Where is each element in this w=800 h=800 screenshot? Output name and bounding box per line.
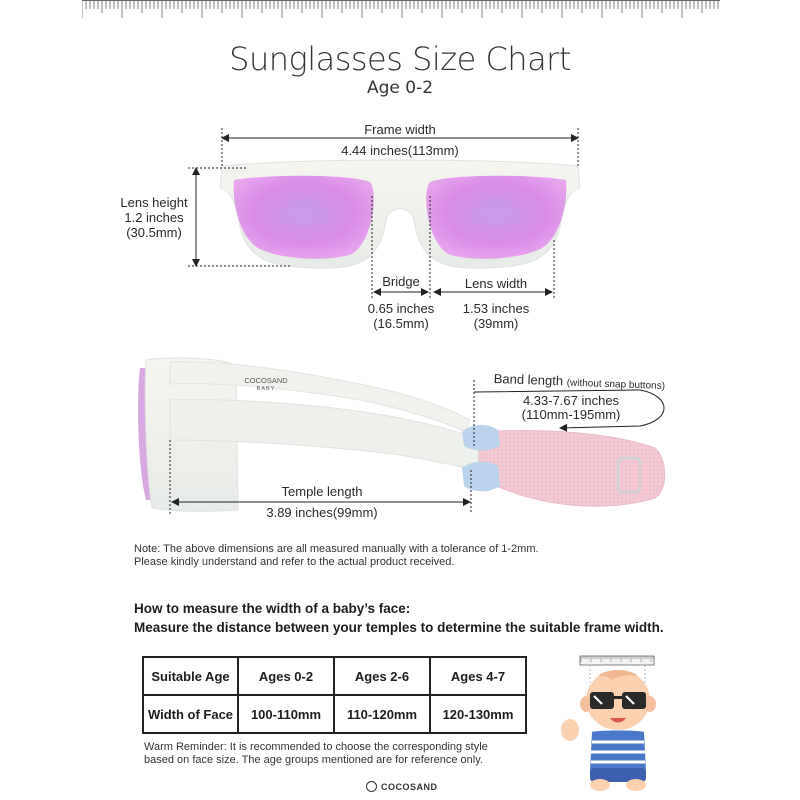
table-cell: Ages 4-7	[430, 657, 526, 695]
front-view-frame	[220, 160, 580, 268]
table-cell: Ages 2-6	[334, 657, 430, 695]
band-length-note: (without snap buttons)	[566, 377, 666, 392]
warm-reminder	[144, 741, 488, 767]
frame-width-value: 4.44 inches(113mm)	[341, 143, 459, 158]
reminder-line2: based on face size. The age groups mentioned are for reference only.	[144, 754, 483, 766]
band-length-inches: 4.33-7.67 inches	[522, 393, 620, 408]
lens-height-mm: (30.5mm)	[126, 225, 182, 240]
note-line2: Please kindly understand and refer to the actual product received.	[134, 556, 455, 568]
table-cell: 120-130mm	[430, 695, 526, 733]
lens-width-mm: (39mm)	[473, 316, 519, 331]
table-cell: Width of Face	[143, 695, 238, 733]
bridge-label: Bridge	[382, 274, 420, 289]
footer-brand-name: COCOSAND	[381, 781, 438, 792]
product-brand-line1: COCOSAND	[244, 376, 288, 385]
band-length-label: Band length	[493, 371, 564, 389]
lens-height-inches: 1.2 inches	[124, 210, 184, 225]
face-size-table	[142, 656, 527, 734]
frame-width-label: Frame width	[364, 122, 436, 137]
reminder-line1: Warm Reminder: It is recommended to choose the corresponding style	[144, 741, 488, 753]
howto-line2: Measure the distance between your temples to determine the suitable frame width.	[134, 620, 664, 635]
howto-heading	[134, 599, 664, 637]
bridge-mm: (16.5mm)	[373, 316, 429, 331]
lens-height-label: Lens height	[120, 195, 188, 210]
table-cell: Suitable Age	[143, 657, 238, 695]
measurement-note	[134, 543, 539, 569]
bridge-inches: 0.65 inches	[367, 301, 435, 316]
band-length-mm: (110mm-195mm)	[521, 407, 621, 422]
footer-brand	[366, 781, 438, 792]
baby-sunglasses-icon	[590, 692, 614, 709]
lens-width-inches: 1.53 inches	[462, 301, 530, 316]
page-title: Sunglasses Size Chart	[229, 40, 571, 78]
table-cell: 100-110mm	[238, 695, 334, 733]
howto-line1: How to measure the width of a baby’s face:	[134, 601, 411, 616]
brand-logo-icon	[366, 781, 377, 792]
baby-illustration	[560, 652, 660, 792]
product-brand-mark	[238, 376, 294, 394]
elastic-band	[478, 431, 665, 507]
note-line1: Note: The above dimensions are all measured manually with a tolerance of 1-2mm.	[134, 543, 539, 555]
lens-width-label: Lens width	[464, 276, 528, 291]
table-cell: Ages 0-2	[238, 657, 334, 695]
temple-length-label: Temple length	[281, 484, 363, 499]
temple-length-value: 3.89 inches(99mm)	[266, 505, 378, 520]
table-cell: 110-120mm	[334, 695, 430, 733]
page-subtitle: Age 0-2	[366, 78, 434, 98]
product-brand-line2: BABY	[256, 386, 276, 392]
table-row	[143, 695, 526, 733]
table-header-row	[143, 657, 526, 695]
